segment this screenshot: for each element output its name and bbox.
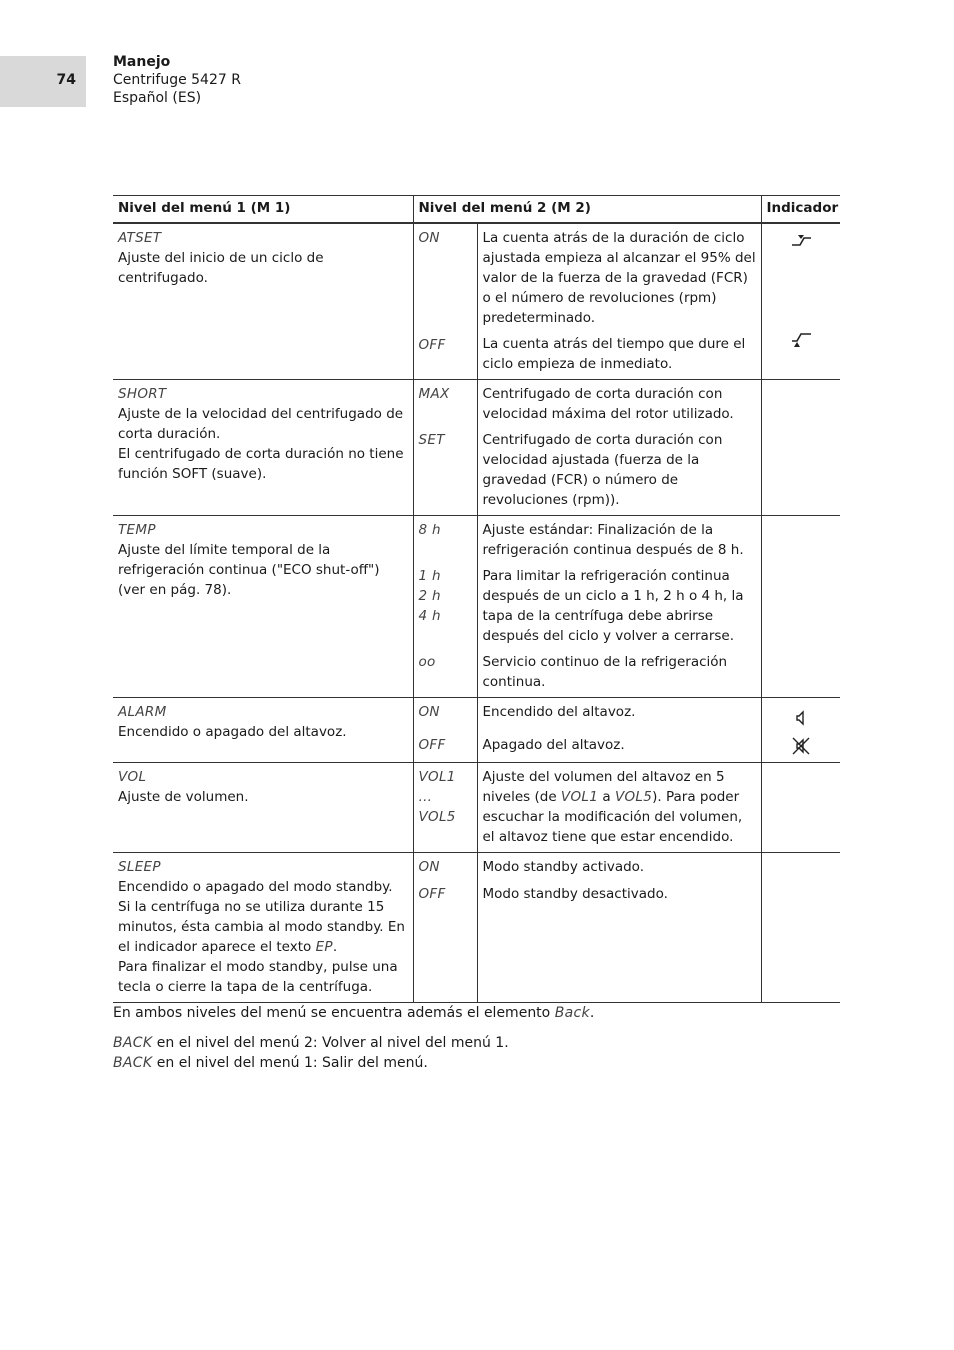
note-text: . <box>589 1005 595 1021</box>
m1-code: VOL <box>118 769 147 785</box>
desc-text: Ajuste del volumen del altavoz en 5 niveles (de <box>482 769 725 805</box>
m2-code: OFF <box>418 737 446 753</box>
m2-description: La cuenta atrás del tiempo que dure el ciclo empieza de inmediato. <box>482 336 746 372</box>
note-back-level1 <box>113 1053 840 1073</box>
speaker-muted-icon <box>790 735 812 757</box>
m2-description-cell <box>477 763 761 853</box>
desc-code: VOL1 <box>560 789 599 805</box>
m2-code: 4 h <box>418 608 441 624</box>
m1-cell <box>113 380 413 516</box>
table-row <box>113 380 840 516</box>
m2-code: ON <box>418 230 440 246</box>
m1-description: Encendido o apagado del altavoz. <box>118 724 347 740</box>
ramp-delayed-start-icon <box>789 230 813 250</box>
m1-description: Ajuste del inicio de un ciclo de centrifugado. <box>118 250 324 286</box>
note-code: BACK <box>113 1035 153 1051</box>
page-number: 74 <box>56 72 76 88</box>
running-header <box>113 53 241 107</box>
indicator-cell <box>761 763 840 853</box>
column-header-indicator: Indicador <box>761 196 840 224</box>
m2-code: VOL5 <box>418 809 456 825</box>
m1-code: SHORT <box>118 386 167 402</box>
column-header-m2: Nivel del menú 2 (M 2) <box>413 196 761 224</box>
m1-description: Ajuste de volumen. <box>118 789 249 805</box>
note-code: Back <box>554 1005 590 1021</box>
m2-description: Apagado del altavoz. <box>482 737 625 753</box>
m2-description-cell <box>477 853 761 1003</box>
indicator-cell <box>761 698 840 763</box>
m2-code: OFF <box>418 886 446 902</box>
table-row <box>113 223 840 380</box>
table-row <box>113 853 840 1003</box>
m1-description: Ajuste de la velocidad del centrifugado de corta duración. <box>118 406 404 442</box>
indicator-cell <box>761 223 840 380</box>
section-title: Manejo <box>113 54 171 70</box>
note-code: BACK <box>113 1055 153 1071</box>
m1-code: ALARM <box>118 704 167 720</box>
m2-code: 2 h <box>418 588 441 604</box>
m2-code: ON <box>418 704 440 720</box>
m2-code: SET <box>418 432 445 448</box>
ramp-immediate-start-icon <box>789 329 813 349</box>
m2-code: OFF <box>418 337 446 353</box>
m1-cell <box>113 223 413 380</box>
m2-description-cell <box>477 516 761 698</box>
m2-code-cell <box>413 853 477 1003</box>
m2-description: Encendido del altavoz. <box>482 704 636 720</box>
table-row <box>113 763 840 853</box>
m2-code-cell <box>413 698 477 763</box>
table-row <box>113 698 840 763</box>
m2-description: Para limitar la refrigeración continua después de un ciclo a 1 h, 2 h o 4 h, la tapa de la centrífuga debe abrirse después del ciclo y volver a cerrarse. <box>482 568 744 644</box>
indicator-cell <box>761 853 840 1003</box>
m2-code-cell <box>413 223 477 380</box>
m1-code: SLEEP <box>118 859 161 875</box>
m2-description: Servicio continuo de la refrigeración continua. <box>482 654 728 690</box>
m2-code-cell <box>413 763 477 853</box>
m2-code-cell <box>413 516 477 698</box>
m2-description: Modo standby activado. <box>482 859 644 875</box>
m2-code: oo <box>418 654 436 670</box>
note-text: en el nivel del menú 2: Volver al nivel del menú 1. <box>152 1035 509 1051</box>
m2-description: Centrifugado de corta duración con velocidad ajustada (fuerza de la gravedad (FCR) o número de revoluciones (rpm)). <box>482 432 723 508</box>
table-row <box>113 516 840 698</box>
m1-description: Ajuste del límite temporal de la refrigeración continua ("ECO shut-off") (ver en pág. 78). <box>118 542 380 598</box>
indicator-cell <box>761 516 840 698</box>
m1-cell <box>113 853 413 1003</box>
indicator-cell <box>761 380 840 516</box>
note-text: en el nivel del menú 1: Salir del menú. <box>152 1055 428 1071</box>
notes <box>113 1003 840 1073</box>
note-back-element <box>113 1003 840 1023</box>
desc-text: . <box>332 939 338 955</box>
m1-description-note: El centrifugado de corta duración no tiene función SOFT (suave). <box>118 446 404 482</box>
note-text: En ambos niveles del menú se encuentra además el elemento <box>113 1005 555 1021</box>
language-label: Español (ES) <box>113 90 202 106</box>
m1-cell <box>113 698 413 763</box>
m2-code-cell <box>413 380 477 516</box>
m1-code: TEMP <box>118 522 156 538</box>
desc-text: Encendido o apagado del modo standby. Si la centrífuga no se utiliza durante 15 minutos, ésta cambia al modo standby. En el indicador aparece el texto <box>118 879 405 955</box>
m2-code: 1 h <box>418 568 441 584</box>
m2-description-cell <box>477 380 761 516</box>
m2-description: La cuenta atrás de la duración de ciclo ajustada empieza al alcanzar el 95% del valor de la fuerza de la gravedad (FCR) o el número de revoluciones (rpm) predeterminado. <box>482 230 756 326</box>
m2-code: ON <box>418 859 440 875</box>
desc-code: EP <box>315 939 333 955</box>
m2-code: … <box>418 789 433 805</box>
m2-description: Ajuste estándar: Finalización de la refrigeración continua después de 8 h. <box>482 522 744 558</box>
desc-code: VOL5 <box>614 789 653 805</box>
table-header-row <box>113 196 840 224</box>
m2-description: Modo standby desactivado. <box>482 886 668 902</box>
m2-code: VOL1 <box>418 769 456 785</box>
m2-description-cell <box>477 223 761 380</box>
m2-description: Centrifugado de corta duración con velocidad máxima del rotor utilizado. <box>482 386 734 422</box>
m2-code: 8 h <box>418 522 441 538</box>
m1-cell <box>113 516 413 698</box>
m1-description-note: Para finalizar el modo standby, pulse una tecla o cierre la tapa de la centrífuga. <box>118 959 398 995</box>
m2-code: MAX <box>418 386 450 402</box>
column-header-m1: Nivel del menú 1 (M 1) <box>113 196 413 224</box>
desc-text: a <box>598 789 615 805</box>
m1-code: ATSET <box>118 230 162 246</box>
product-name: Centrifuge 5427 R <box>113 72 241 88</box>
desc-text: ). Para poder escuchar la modificación del volumen, el altavoz tiene que estar encendido. <box>482 789 743 845</box>
menu-table <box>113 195 840 1003</box>
m2-description-cell <box>477 698 761 763</box>
m2-description <box>483 767 757 847</box>
speaker-icon <box>791 708 811 728</box>
note-back-level2 <box>113 1033 840 1053</box>
m1-cell <box>113 763 413 853</box>
m1-description <box>118 877 409 957</box>
